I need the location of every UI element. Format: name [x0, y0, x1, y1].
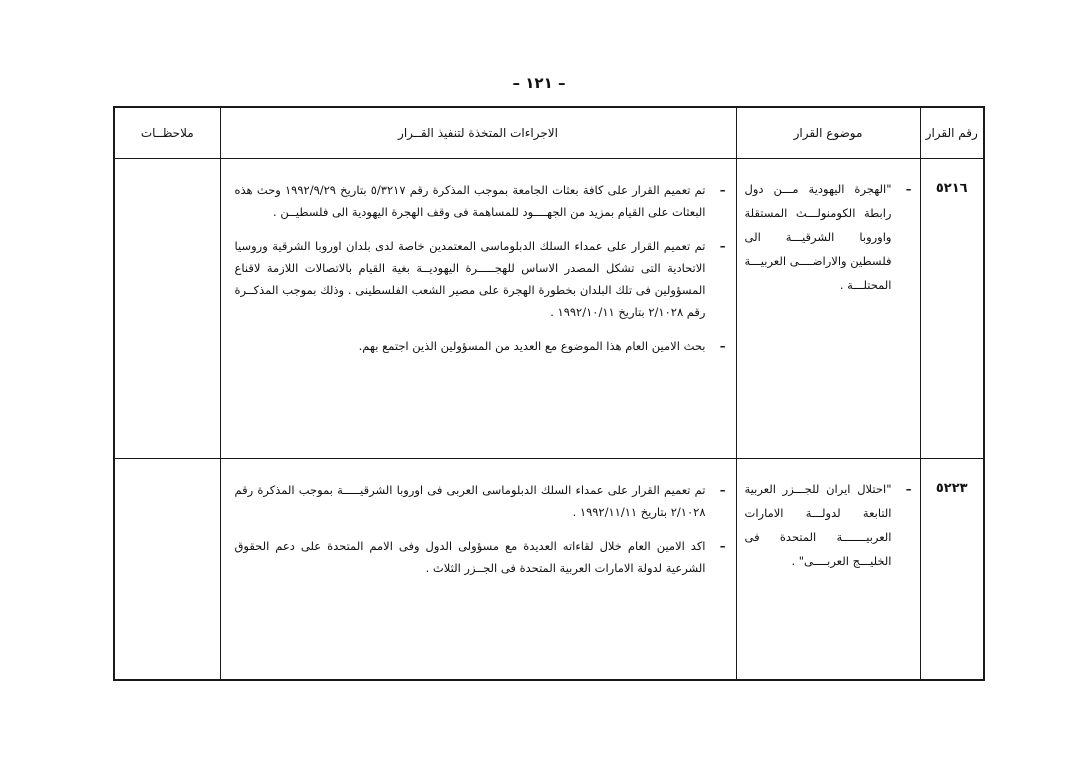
- notes-cell: [114, 159, 220, 459]
- action-text: تم تعميم القرار على كافة بعثات الجامعة بموجب المذكرة رقم ٥/٣٢١٧ بتاريخ ١٩٩٢/٩/٢٩ وحث هذه البعثات على القيام بمزيد من الجهــــود للمساهمة فى وقف الهجرة اليهودية الى فلسطيــن .: [234, 183, 706, 219]
- action-item: [235, 235, 728, 323]
- action-item: [235, 535, 728, 579]
- table-header-row: [114, 107, 984, 159]
- action-text: اكد الامين العام خلال لقاءاته العديدة مع مسؤولى الدول وفى الامم المتحدة على دعم الحقوق الشرعية لدولة الامارات العربية المتحدة فى الجــزر الثلاث .: [234, 539, 706, 575]
- notes-cell: [114, 459, 220, 681]
- subject-cell: [736, 459, 920, 681]
- page-number: – ١٢١ –: [512, 74, 566, 92]
- actions-cell: [220, 459, 736, 681]
- dash-marker: –: [719, 239, 726, 253]
- header-decision-number: رقم القرار: [920, 107, 984, 159]
- dash-marker: –: [719, 339, 726, 353]
- header-notes: ملاحظــات: [114, 107, 220, 159]
- subject-item: [745, 177, 912, 297]
- subject-cell: [736, 159, 920, 459]
- table-row: [114, 159, 984, 459]
- action-text: بحث الامين العام هذا الموضوع مع العديد من المسؤولين الذين اجتمع بهم.: [358, 339, 706, 353]
- table-row: [114, 459, 984, 681]
- decision-number-cell: ٥٢٢٣: [920, 459, 984, 681]
- decisions-table: [113, 106, 985, 681]
- action-item: [235, 335, 728, 357]
- dash-marker: –: [719, 539, 726, 553]
- dash-marker: –: [719, 483, 726, 497]
- subject-item: [745, 477, 912, 573]
- action-item: [235, 179, 728, 223]
- subject-text: "احتلال ايران للجـــزر العربية التابعة لدولـــة الامارات العربيـــــــة المتحدة فى الخليـــج العربــــى" .: [744, 482, 892, 568]
- dash-marker: –: [905, 482, 912, 496]
- dash-marker: –: [719, 183, 726, 197]
- header-subject: موضوع القرار: [736, 107, 920, 159]
- decision-number-cell: ٥٢١٦: [920, 159, 984, 459]
- subject-text: "الهجرة اليهودية مـــن دول رابطة الكومنولـــث المستقلة واوروبا الشرقيـــة الى فلسطين والاراضــــى العربيـــة المحتلـــة .: [744, 182, 892, 292]
- actions-cell: [220, 159, 736, 459]
- dash-marker: –: [905, 182, 912, 196]
- header-actions: الاجراءات المتخذة لتنفيذ القــرار: [220, 107, 736, 159]
- action-item: [235, 479, 728, 523]
- action-text: تم تعميم القرار على عمداء السلك الدبلوماسى المعتمدين خاصة لدى بلدان اوروبا الشرقية وروسيا الاتحادية التى تشكل المصدر الاساس للهجـــــرة اليهوديــة بغية القيام بالاتصالات اللازمة لاقناع المسؤولين فى تلك البلدان بخطورة الهجرة على مصير الشعب الفلسطينى . وذلك بموجب المذكــرة رقم ٢/١٠٢٨ بتاريخ ١٩٩٢/١٠/١١ .: [234, 239, 706, 319]
- action-text: تم تعميم القرار على عمداء السلك الدبلوماسى العربى فى اوروبا الشرقيـــــة بموجب المذكرة رقم ٢/١٠٢٨ بتاريخ ١٩٩٢/١١/١١ .: [234, 483, 706, 519]
